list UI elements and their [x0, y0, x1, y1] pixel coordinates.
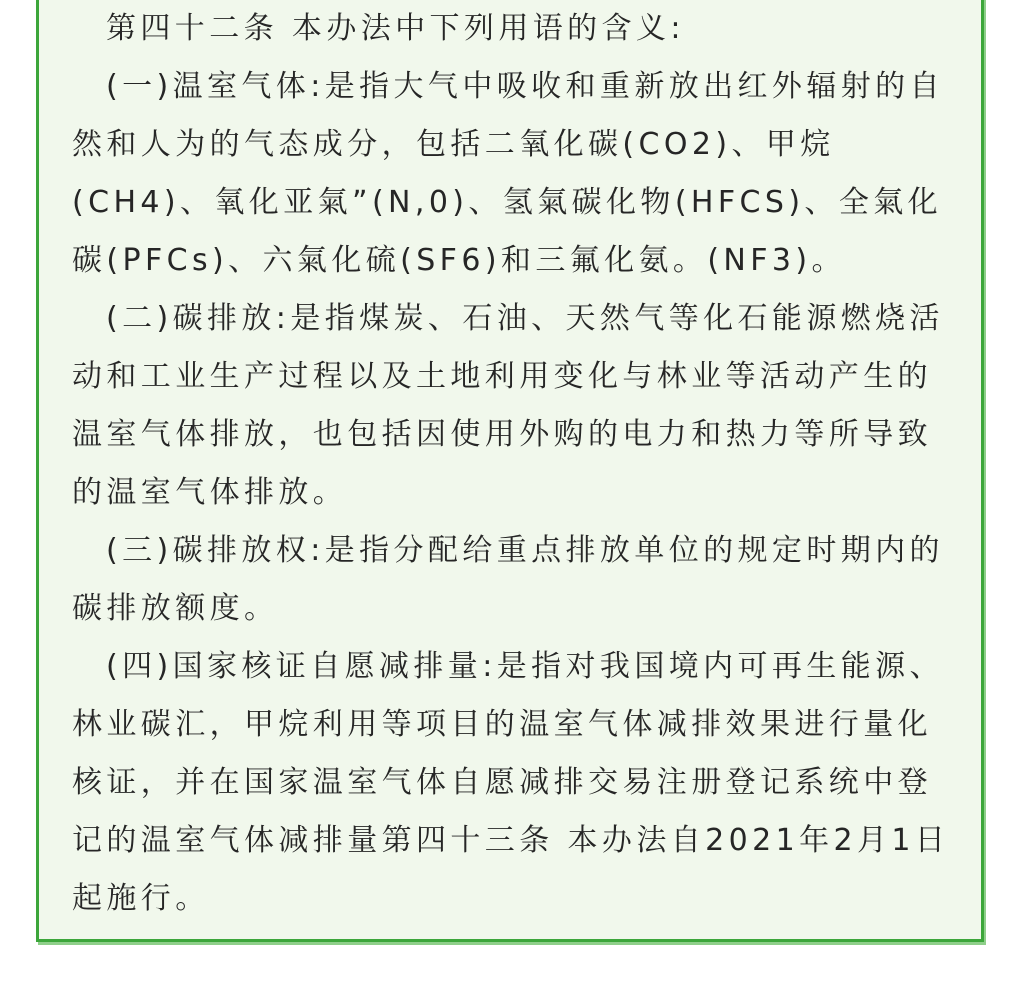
definition-paragraph-4: (四)国家核证自愿减排量:是指对我国境内可再生能源、林业碳汇，甲烷利用等项目的温室气体减排效果进行量化核证，并在国家温室气体自愿减排交易注册登记系统中登记的温室气体减排量第四十三条 本办法自2021年2月1日起施行。 [72, 649, 950, 916]
definition-paragraph-2: (二)碳排放:是指煤炭、石油、天然气等化石能源燃烧活动和工业生产过程以及土地利用变化与林业等活动产生的温室气体排放，也包括因使用外购的电力和热力等所导致的温室气体排放。 [72, 301, 944, 510]
definition-paragraph-1: (一)温室气体:是指大气中吸收和重新放出红外辐射的自然和人为的气态成分，包括二氧化碳(CO2)、甲烷(CH4)、氧化亚氣”(N,0)、氢氣碳化物(HFCS)、全氣化碳(PFCs)、六氣化硫(SF6)和三氟化氨。(NF3)。 [72, 69, 944, 278]
article-heading: 第四十二条 本办法中下列用语的含义: [106, 11, 685, 46]
definition-paragraph-3: (三)碳排放权:是指分配给重点排放单位的规定时期内的碳排放额度。 [72, 533, 944, 626]
article-content [72, 0, 962, 928]
